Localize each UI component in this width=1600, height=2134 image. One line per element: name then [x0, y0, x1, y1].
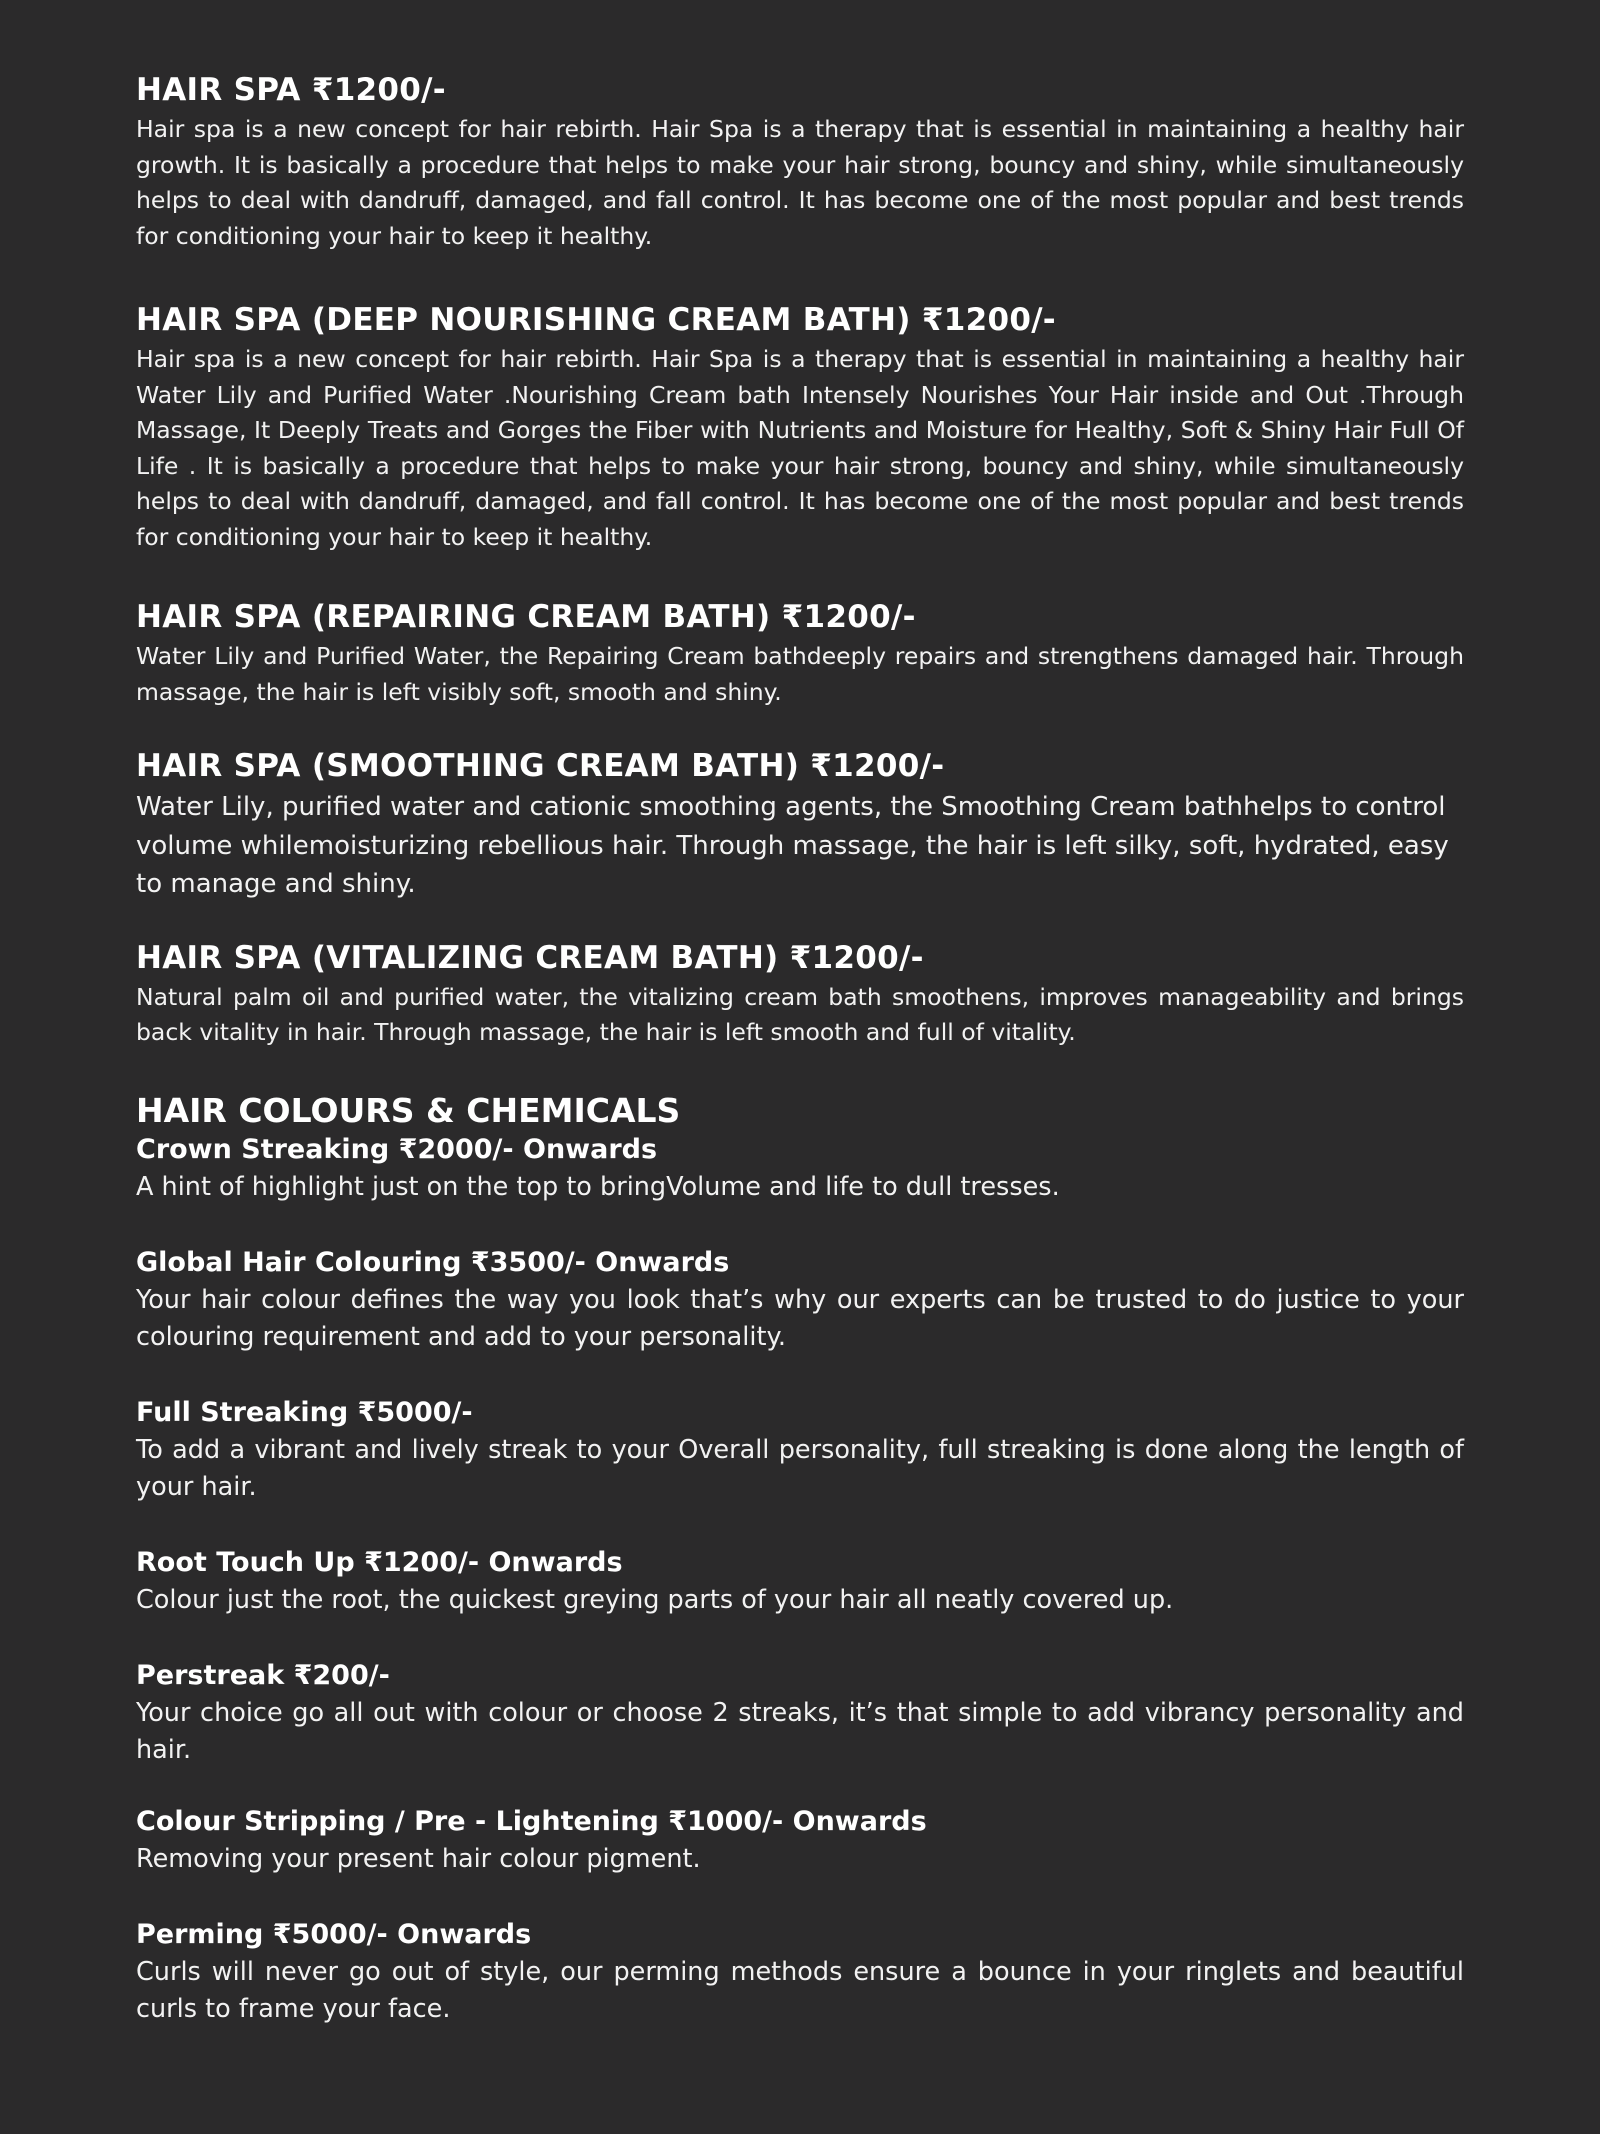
service-title: HAIR SPA (DEEP NOURISHING CREAM BATH) ₹1200/-: [136, 302, 1056, 338]
service-title: Perstreak ₹200/-: [136, 1659, 390, 1691]
section-heading: HAIR COLOURS & CHEMICALS: [136, 1090, 681, 1130]
service-title: HAIR SPA ₹1200/-: [136, 72, 446, 108]
service-title: Perming ₹5000/- Onwards: [136, 1918, 532, 1950]
service-description: Natural palm oil and purified water, the vitalizing cream bath smoothens, improves manageability and brings back vitality in hair. Through massage, the hair is left smooth and full of vitality.: [136, 982, 1464, 1046]
service-title: Crown Streaking ₹2000/- Onwards: [136, 1133, 658, 1165]
service-description: To add a vibrant and lively streak to your Overall personality, full streaking is done along the length of your hair.: [136, 1434, 1464, 1502]
service-item: [136, 1131, 1464, 1206]
hair-colours-section: [136, 1091, 1464, 2028]
service-description: Your hair colour defines the way you look that’s why our experts can be trusted to do justice to your colouring requirement and add to your personality.: [136, 1284, 1464, 1352]
service-item: [136, 1657, 1464, 1769]
service-item: [136, 1803, 1464, 1878]
service-description: Hair spa is a new concept for hair rebirth. Hair Spa is a therapy that is essential in maintaining a healthy hair growth. It is basically a procedure that helps to make your hair strong, bouncy and shiny, while simultaneously helps to deal with dandruff, damaged, and fall control. It has become one of the most popular and best trends for conditioning your hair to keep it healthy.: [136, 115, 1464, 250]
service-item: [136, 1544, 1464, 1619]
deep-nourishing-section: [136, 300, 1464, 555]
service-description: Curls will never go out of style, our perming methods ensure a bounce in your ringlets and beautiful curls to frame your face.: [136, 1956, 1464, 2024]
service-description: Your choice go all out with colour or choose 2 streaks, it’s that simple to add vibrancy personality and hair.: [136, 1697, 1464, 1765]
vitalizing-section: [136, 938, 1464, 1051]
service-description: A hint of highlight just on the top to bringVolume and life to dull tresses.: [136, 1171, 1060, 1202]
repairing-section: [136, 597, 1464, 710]
service-title: Full Streaking ₹5000/-: [136, 1396, 473, 1428]
service-item: [136, 1394, 1464, 1506]
service-description: Colour just the root, the quickest greying parts of your hair all neatly covered up.: [136, 1584, 1174, 1615]
service-title: Global Hair Colouring ₹3500/- Onwards: [136, 1246, 730, 1278]
service-item: [136, 1916, 1464, 2028]
service-title: HAIR SPA (REPAIRING CREAM BATH) ₹1200/-: [136, 599, 916, 635]
hair-spa-section: [136, 70, 1464, 254]
service-title: HAIR SPA (SMOOTHING CREAM BATH) ₹1200/-: [136, 748, 945, 784]
service-description: Water Lily, purified water and cationic smoothing agents, the Smoothing Cream bathhelps to control volume whilemoisturizing rebellious hair. Through massage, the hair is left silky, soft, hydrated, easy to manage and shiny.: [136, 792, 1449, 899]
service-description: Water Lily and Purified Water, the Repairing Cream bathdeeply repairs and strengthens damaged hair. Through massage, the hair is left visibly soft, smooth and shiny.: [136, 642, 1464, 706]
service-title: Root Touch Up ₹1200/- Onwards: [136, 1546, 623, 1578]
service-description: Hair spa is a new concept for hair rebirth. Hair Spa is a therapy that is essential in maintaining a healthy hair Water Lily and Purified Water .Nourishing Cream bath Intensely Nourishes Your Hair inside and Out .Through Massage, It Deeply Treats and Gorges the Fiber with Nutrients and Moisture for Healthy, Soft & Shiny Hair Full Of Life . It is basically a procedure that helps to make your hair strong, bouncy and shiny, while simultaneously helps to deal with dandruff, damaged, and fall control. It has become one of the most popular and best trends for conditioning your hair to keep it healthy.: [136, 345, 1464, 551]
service-title: Colour Stripping / Pre - Lightening ₹1000/- Onwards: [136, 1805, 927, 1837]
service-description: Removing your present hair colour pigment.: [136, 1843, 701, 1874]
service-title: HAIR SPA (VITALIZING CREAM BATH) ₹1200/-: [136, 939, 924, 976]
service-item: [136, 1244, 1464, 1356]
smoothing-section: [136, 746, 1464, 904]
